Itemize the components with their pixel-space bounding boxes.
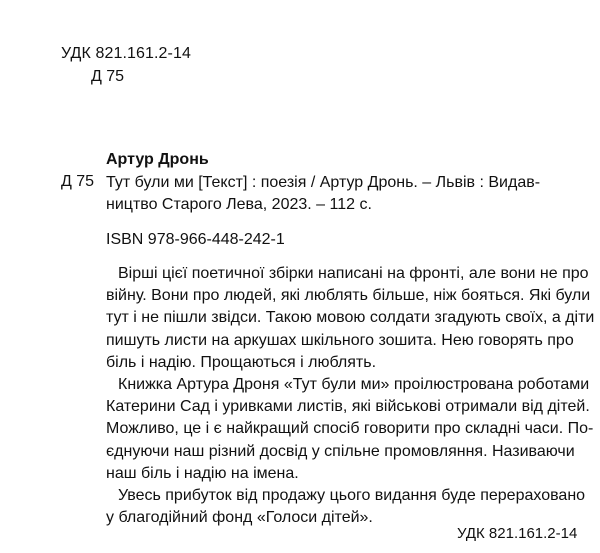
- annotation-line: Вірші цієї поетичної збірки написані на фронті, але вони не про: [118, 265, 589, 282]
- bibliographic-line: ництво Старого Лева, 2023. – 112 с.: [106, 196, 372, 213]
- author-heading: Артур Дронь: [106, 151, 209, 168]
- annotation-line: Книжка Артура Дроня «Тут були ми» проілюстрована роботами: [118, 376, 590, 394]
- author-catalog-code-left: Д 75: [61, 173, 95, 190]
- isbn: ISBN 978-966-448-242-1: [106, 231, 285, 248]
- udk-classification-bottom: УДК 821.161.2-14: [457, 525, 578, 542]
- annotation-line: наш біль і надію на імена.: [106, 464, 299, 482]
- annotation-line: Катерини Сад і уривками листів, які військові отримали від дітей.: [106, 398, 590, 416]
- annotation-line: пишуть листи на аркушах шкільного зошита. Нею говорять про: [106, 331, 574, 349]
- annotation-line: єднуючи наш різний досвід у спільне промовляння. Називаючи: [106, 442, 575, 460]
- annotation-line: біль і надію. Прощаються і люблять.: [106, 353, 377, 371]
- annotation-line: війну. Вони про людей, які люблять більше, ніж бояться. Які були: [106, 287, 591, 305]
- udk-classification-top: УДК 821.161.2-14: [61, 45, 191, 62]
- bibliographic-description: [106, 172, 568, 216]
- bibliographic-line: Тут були ми [Текст] : поезія / Артур Дронь. – Львів : Видав-: [106, 174, 541, 191]
- annotation-line: у благодійний фонд «Голоси дітей».: [106, 509, 373, 527]
- annotation-line: Можливо, це і є найкращий спосіб говорити про складні часи. По-: [106, 420, 594, 438]
- annotation-line: Увесь прибуток від продажу цього видання буде перераховано: [118, 487, 586, 505]
- annotation-line: тут і не пішли звідси. Такою мовою солдати згадують своїх, а діти: [106, 309, 595, 327]
- annotation: [106, 263, 595, 529]
- author-catalog-code-top: Д 75: [91, 68, 125, 85]
